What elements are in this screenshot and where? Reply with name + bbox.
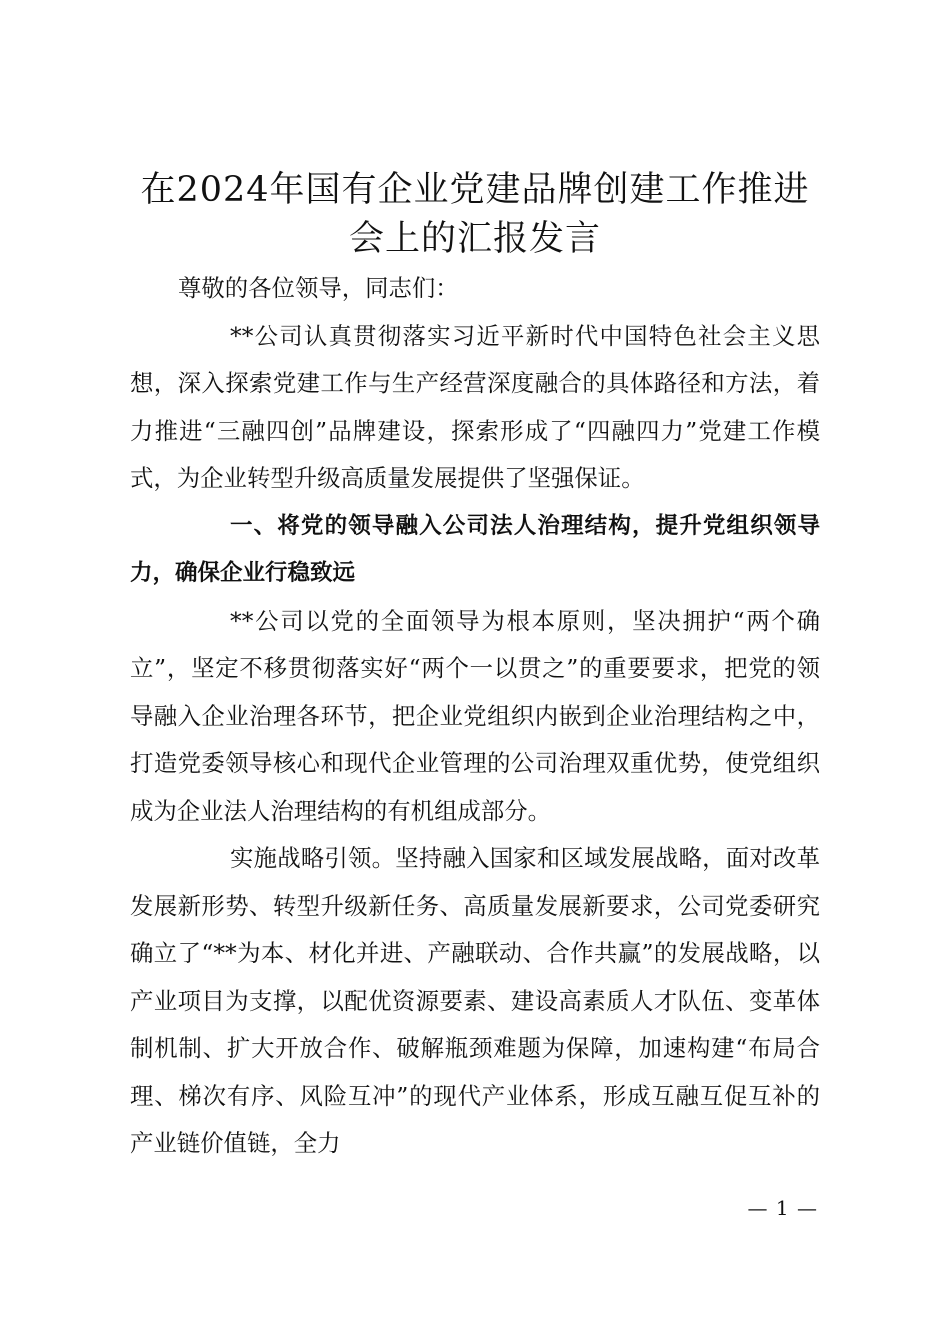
document-body	[130, 265, 820, 1168]
page-number: — 1 —	[747, 1196, 818, 1220]
intro-paragraph: **公司认真贯彻落实习近平新时代中国特色社会主义思想，深入探索党建工作与生产经营深度融合的具体路径和方法，着力推进“三融四创”品牌建设，探索形成了“四融四力”党建工作模式，为企业转型升级高质量发展提供了坚强保证。	[130, 321, 820, 492]
section1-paragraph-1: **公司以党的全面领导为根本原则，坚决拥护“两个确立”，坚定不移贯彻落实好“两个一以贯之”的重要要求，把党的领导融入企业治理各环节，把企业党组织内嵌到企业治理结构之中，打造党委领导核心和现代企业管理的公司治理双重优势，使党组织成为企业法人治理结构的有机组成部分。	[130, 606, 820, 825]
salutation: 尊敬的各位领导，同志们：	[178, 274, 459, 302]
document-title: 在2024年国有企业党建品牌创建工作推进会上的汇报发言	[140, 170, 810, 259]
section1-paragraph-2: 实施战略引领。坚持融入国家和区域发展战略，面对改革发展新形势、转型升级新任务、高质量发展新要求，公司党委研究确立了“**为本、材化并进、产融联动、合作共赢”的发展战略，以产业项目为支撑，以配优资源要素、建设高素质人才队伍、变革体制机制、扩大开放合作、破解瓶颈难题为保障，加速构建“布局合理、梯次有序、风险互冲”的现代产业体系，形成互融互促互补的产业链价值链，全力	[130, 844, 820, 1157]
section-heading-1: 一、将党的领导融入公司法人治理结构，提升党组织领导力，确保企业行稳致远	[130, 512, 820, 586]
